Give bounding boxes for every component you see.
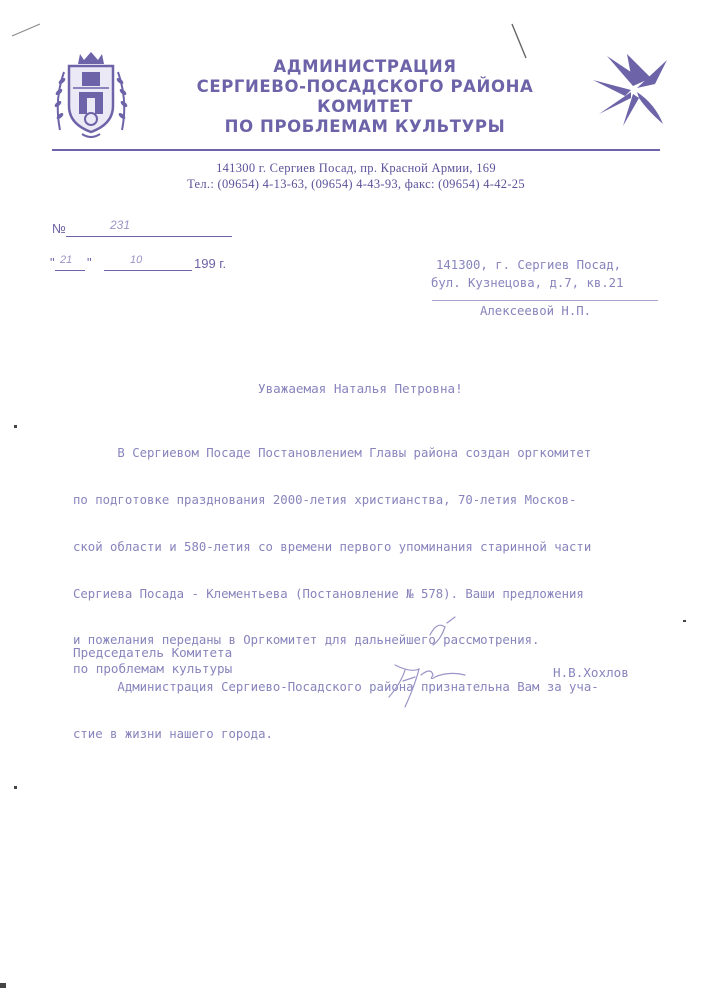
date-day-line xyxy=(55,270,85,271)
letter-body-line: Сергиева Посада - Клементьева (Постановление № 578). Ваши предложения xyxy=(73,586,584,601)
reference-number-line xyxy=(66,236,232,237)
letter-body-line: и пожелания переданы в Оргкомитет для дальнейшего рассмотрения. xyxy=(73,633,540,648)
scan-speck xyxy=(683,620,686,622)
scan-speck xyxy=(14,786,17,789)
letter-body-line: В Сергиевом Посаде Постановлением Главы района создан оргкомитет xyxy=(73,446,592,461)
scan-speck xyxy=(14,425,17,428)
recipient-divider xyxy=(432,300,658,301)
scan-mark xyxy=(10,20,50,40)
date-quote-close: " xyxy=(87,255,92,270)
date-month-line xyxy=(104,270,192,271)
committee-star-logo xyxy=(593,54,669,126)
letter-greeting: Уважаемая Наталья Петровна! xyxy=(258,381,463,396)
letterhead-title xyxy=(160,57,570,137)
letterhead-title-line: АДМИНИСТРАЦИЯ xyxy=(273,57,457,76)
letterhead-title-line: СЕРГИЕВО-ПОСАДСКОГО РАЙОНА xyxy=(196,77,534,96)
letterhead-phones: Тел.: (09654) 4-13-63, (09654) 4-43-93, факс: (09654) 4-42-25 xyxy=(187,177,525,191)
coat-of-arms-emblem xyxy=(52,50,130,138)
letterhead-divider xyxy=(52,149,660,151)
date-month-handwritten: 10 xyxy=(130,254,143,266)
date-quote-open: " xyxy=(50,255,55,270)
letterhead-contacts xyxy=(52,160,660,192)
handwritten-signature xyxy=(375,615,485,710)
date-day-handwritten: 21 xyxy=(60,254,73,266)
reference-number-label: № xyxy=(52,221,66,236)
signatory-title-line: Председатель Комитета xyxy=(73,645,233,660)
date-year: 199 г. xyxy=(194,256,227,271)
letter-body-line: Администрация Сергиево-Посадского района признательна Вам за уча- xyxy=(73,680,599,695)
recipient-address-line: 141300, г. Сергиев Посад, xyxy=(436,258,622,272)
recipient-name: Алексеевой Н.П. xyxy=(480,304,592,318)
signatory-title-line: по проблемам культуры xyxy=(73,661,233,676)
scan-mark xyxy=(510,22,530,62)
signatory-name: Н.В.Хохлов xyxy=(553,665,629,680)
letterhead-title-line: КОМИТЕТ xyxy=(317,97,413,116)
letter-body xyxy=(73,415,673,774)
reference-number-handwritten: 231 xyxy=(110,218,131,232)
letter-body-line: ской области и 580-летия со времени первого упоминания старинной части xyxy=(73,539,592,554)
letter-body-line: по подготовке празднования 2000-летия христианства, 70-летия Москов- xyxy=(73,492,577,507)
scan-speck xyxy=(0,983,6,988)
recipient-address-line: бул. Кузнецова, д.7, кв.21 xyxy=(431,276,624,290)
letter-body-line: стие в жизни нашего города. xyxy=(73,726,273,741)
letterhead-address: 141300 г. Сергиев Посад, пр. Красной Армии, 169 xyxy=(216,161,496,175)
letterhead-title-line: ПО ПРОБЛЕМАМ КУЛЬТУРЫ xyxy=(224,117,506,136)
